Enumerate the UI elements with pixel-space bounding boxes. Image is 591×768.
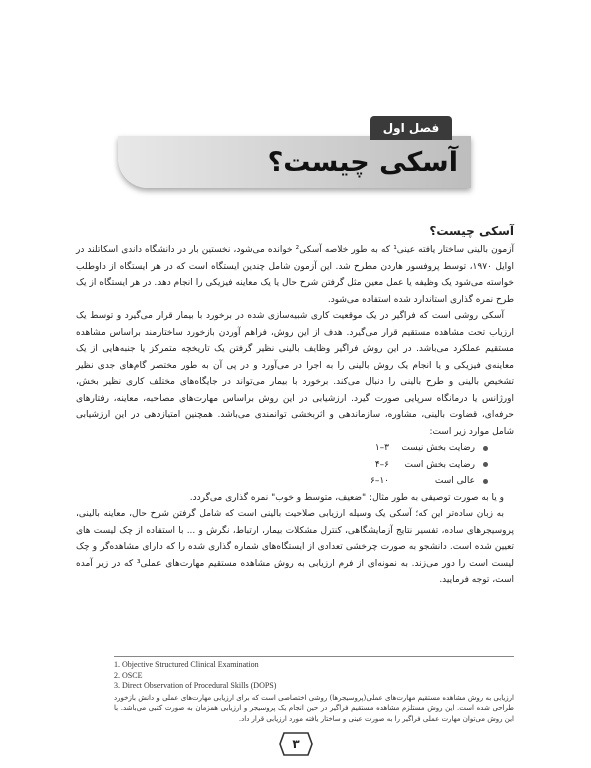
score-range: ۶–۱۰ (369, 476, 389, 486)
paragraph-descriptive-scoring: و یا به صورت توصیفی به طور مثال: "ضعیف، متوسط و خوب" نمره گذاری می‌گردد. (189, 492, 504, 503)
chapter-tab: فصل اول (370, 116, 452, 140)
paragraph-description: آسکی روشی است که فراگیر در یک موقعیت کاری شبیه‌سازی شده در برخورد با بیمار قرار می‌گیرد و توسط یک ارزیاب تحت مشاهده مستقیم قرار می‌گیرد. هدف از این روش، فراهم آوردن بازخورد ساختارمند براساس مشاهده مستقیم عملکرد می‌باشد. در این روش فراگیر وظایف بالینی نظیر گرفتن یک تاریخچه متمرکز یا جنبه‌هایی از یک معاینه‌ی فیزیکی و یا انجام یک روش بالینی را به اجرا در می‌آورد و در پی آن به طور مختصر گام‌های جدی نظیر تشخیص بالینی و طرح بالینی را دنبال می‌کند. برخورد با بیمار می‌تواند در جایگاه‌های مختلف کاری نظیر بخش، اورژانس یا درمانگاه سرپایی صورت گیرد. ارزشیابی در این روش براساس مهارت‌های مصاحبه، معاینه، رفتارهای حرفه‌ای، قضاوت بالینی، مشاوره، سازماندهی و اثربخشی توانمندی می‌باشد. همچنین امتیازدهی در این ارزشیابی شامل موارد زیر است: (76, 311, 514, 437)
footnotes (114, 660, 514, 724)
paragraph-summary: به زبان ساده‌تر این که؛ آسکی یک وسیله ارزیابی صلاحیت بالینی است که شامل گرفتن شرح حال، معاینه بالینی، پروسیجرهای ساده، تفسیر نتایج آزمایشگاهی، کنترل مشکلات بیمار، ارتباط، نگرش و ... با استفاده از چک لیست های تعیین شده است. دانشجو به صورت چرخشی تعدادی از ایستگاه‌های شماره گذاری شده را که دارای مشاهده‌گر و چک لیست است را دور می‌زند. به نمونه‌ای از فرم ارزیابی به روش مشاهده مستقیم مهارت‌های عملی³ که در زیر آمده است، توجه فرمایید. (76, 509, 514, 585)
score-range: ۴–۶ (374, 459, 389, 470)
main-content (76, 222, 514, 589)
page-number-badge (278, 731, 314, 757)
score-label: رضایت بخش نیست (401, 443, 475, 453)
list-item (76, 440, 488, 457)
chapter-title: آسکی چیست؟ (267, 147, 458, 178)
section-heading: آسکی چیست؟ (429, 224, 514, 238)
score-label: عالی است (434, 476, 475, 486)
bullet-dot-icon (483, 446, 488, 451)
bullet-dot-icon (483, 462, 488, 467)
footnote-1: 1. Objective Structured Clinical Examination (114, 660, 259, 669)
footnote-2: 2. OSCE (114, 670, 143, 680)
score-label: رضایت بخش است (404, 459, 475, 470)
bullet-dot-icon (483, 479, 488, 484)
page-number: ۳ (292, 737, 300, 751)
score-range: ۱–۳ (374, 443, 389, 453)
footnote-persian-note: ارزیابی به روش مشاهده مستقیم مهارت‌های عملی(پروسیجرها) روشی اختصاصی است که برای ارزیابی مهارت‌های عملی و دانش بازخورد طراحی شده است. این روش مستلزم مشاهده مستقیم فراگیر در حین انجام یک پروسیجر و ارزیابی همزمان به صورت کتبی می‌باشد. با این روش می‌توان مهارت عملی فراگیر را به صورت عینی و ساختار یافته مورد ارزیابی قرار داد. (114, 693, 514, 723)
list-item (76, 473, 488, 490)
list-item (76, 457, 488, 474)
score-list (76, 440, 514, 490)
paragraph-intro: آزمون بالینی ساختار یافته عینی¹ که به طور خلاصه آسکی² خوانده می‌شود، نخستین بار در دانشگاه داندی اسکاتلند در اوایل ۱۹۷۰، توسط پروفسور هاردن مطرح شد. این آزمون شامل چندین ایستگاه است که در هر ایستگاه از داوطلب خواسته می‌شود یک وظیفه یا عمل معین مثل گرفتن شرح حال یا یک معاینه فیزیکی را انجام دهد. در هر ایستگاه از یک طرح نمره گذاری استاندارد شده استفاده می‌شود. (76, 245, 515, 305)
footnote-3: 3. Direct Observation of Procedural Skills (DOPS) (114, 681, 277, 690)
footnote-divider (114, 656, 514, 657)
